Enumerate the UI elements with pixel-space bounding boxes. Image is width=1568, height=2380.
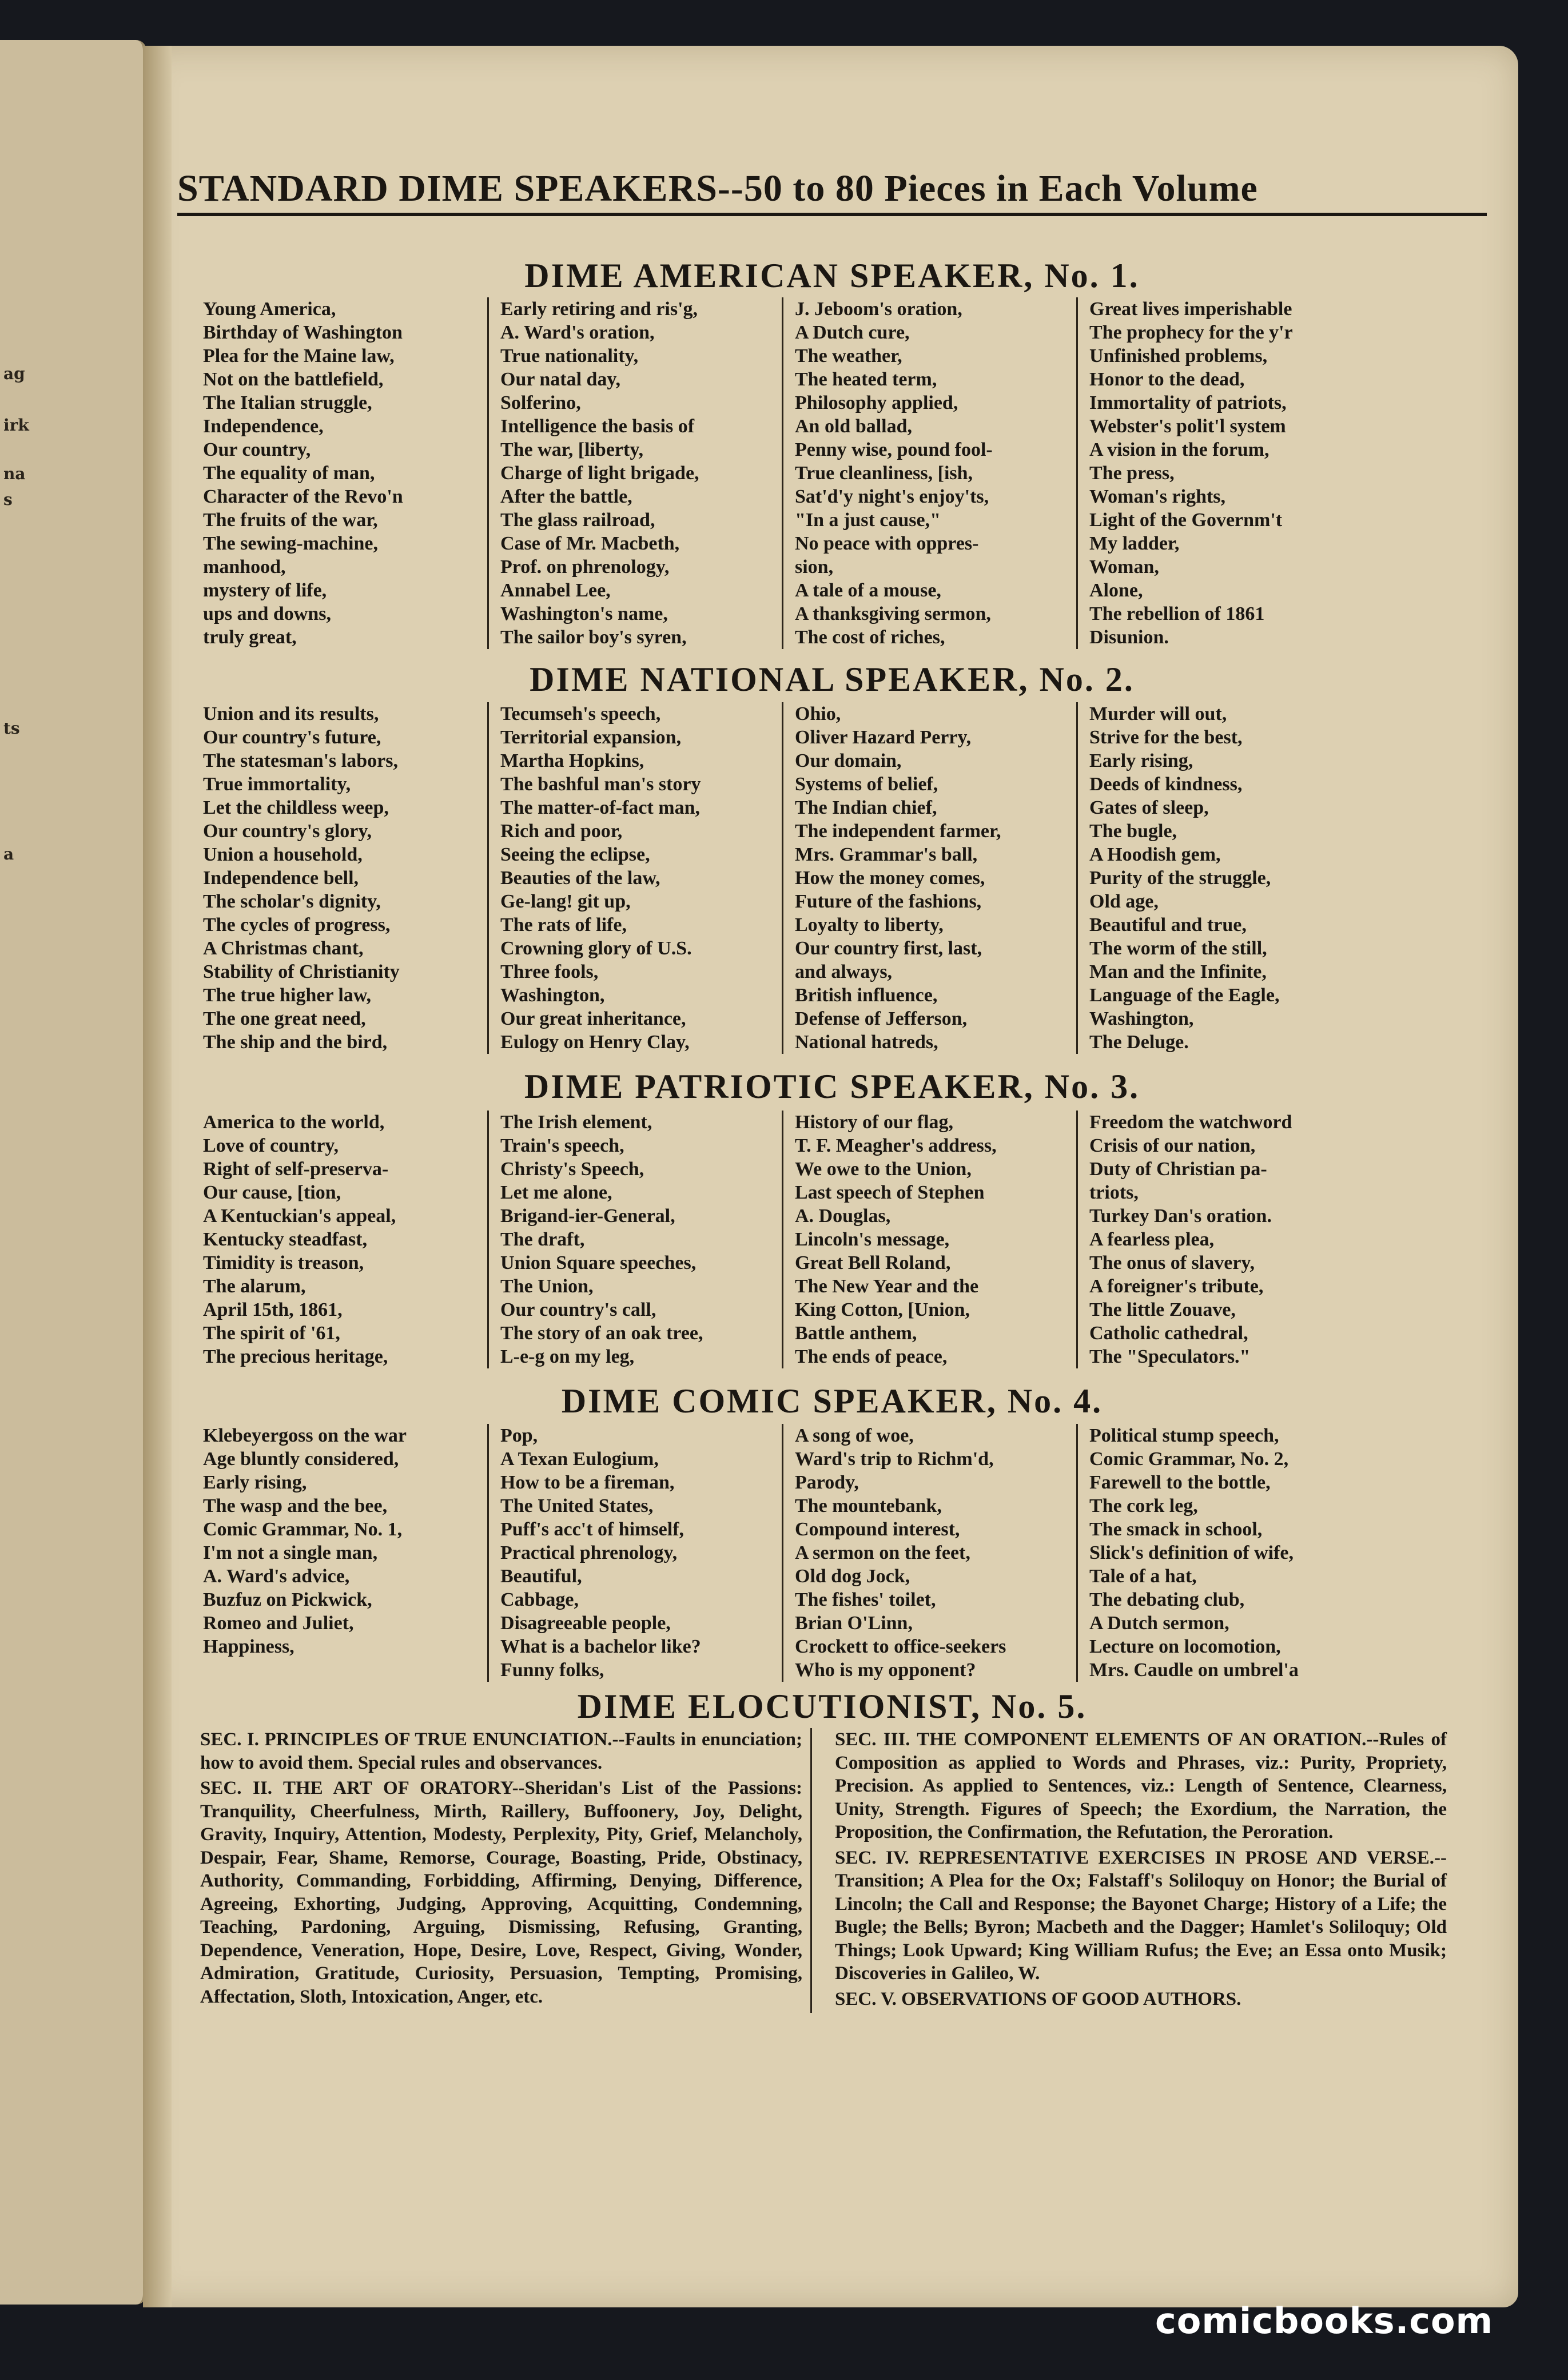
list-column: [795, 1424, 1078, 1682]
list-item: Rich and poor,: [500, 821, 623, 842]
list-item: The ends of peace,: [795, 1346, 948, 1367]
list-item: We owe to the Union,: [795, 1159, 972, 1180]
list-item: The spirit of '61,: [203, 1323, 340, 1344]
list-item: Our country,: [203, 439, 311, 460]
list-column: [203, 702, 489, 1054]
section-title-elocutionist: DIME ELOCUTIONIST, No. 5.: [577, 1688, 1087, 1725]
list-item: Our country's glory,: [203, 821, 372, 842]
contents-paragraph: SEC. I. PRINCIPLES OF TRUE ENUNCIATION.--Faults in enunciation; how to avoid them. Special rules and observances.: [200, 1729, 802, 1773]
list-column: [1089, 702, 1370, 1054]
list-item: Early retiring and ris'g,: [500, 299, 698, 320]
list-item: Early rising,: [1089, 750, 1193, 771]
list-item: Man and the Infinite,: [1089, 961, 1267, 982]
list-item: Happiness,: [203, 1636, 295, 1657]
list-item: Our domain,: [795, 750, 902, 771]
list-item: Farewell to the bottle,: [1089, 1472, 1271, 1493]
list-item: The prophecy for the y'r: [1089, 322, 1293, 343]
list-item: Stability of Christianity: [203, 961, 400, 982]
list-item: A song of woe,: [795, 1425, 914, 1446]
list-item: National hatreds,: [795, 1032, 938, 1053]
list-item: The one great need,: [203, 1008, 366, 1029]
list-item: Duty of Christian pa-: [1089, 1159, 1267, 1180]
list-item: Eulogy on Henry Clay,: [500, 1032, 690, 1053]
list-item: Sat'd'y night's enjoy'ts,: [795, 486, 989, 507]
list-item: A sermon on the feet,: [795, 1542, 970, 1563]
list-item: Independence,: [203, 416, 324, 437]
list-column: [203, 1424, 489, 1682]
list-item: Comic Grammar, No. 2,: [1089, 1448, 1289, 1470]
list-item: A thanksgiving sermon,: [795, 603, 991, 624]
running-head: STANDARD DIME SPEAKERS--50 to 80 Pieces in Each Volume: [177, 167, 1487, 216]
list-item: A. Ward's advice,: [203, 1566, 350, 1587]
list-item: Washington,: [1089, 1008, 1194, 1029]
section-title-patriotic-speaker: DIME PATRIOTIC SPEAKER, No. 3.: [524, 1068, 1140, 1105]
list-item: Comic Grammar, No. 1,: [203, 1519, 403, 1540]
list-item: Let the childless weep,: [203, 797, 389, 818]
list-item: The press,: [1089, 463, 1175, 484]
list-item: How the money comes,: [795, 867, 985, 889]
section-list-american-speaker: [203, 297, 1475, 649]
list-item: Webster's polit'l system: [1089, 416, 1286, 437]
list-item: A tale of a mouse,: [795, 580, 941, 601]
list-item: Birthday of Washington: [203, 322, 403, 343]
list-item: Last speech of Stephen: [795, 1182, 985, 1203]
section-title-american-speaker: DIME AMERICAN SPEAKER, No. 1.: [524, 257, 1140, 294]
list-item: Our country's call,: [500, 1299, 656, 1320]
list-item: Honor to the dead,: [1089, 369, 1245, 390]
contents-paragraph: SEC. IV. REPRESENTATIVE EXERCISES IN PROSE AND VERSE.--Transition; A Plea for the Ox; Falstaff's Soliloquy on Honor; the Burial of Lincoln; the Call and Response; the Bayonet Charge; History of a Life; the Bugle; the Bells; Byron; Macbeth and the Dagger; Hamlet's Soliloquy; Old Things; Look Upward; King William Rufus; the Eve; an Essa onto Musik; Discoveries in Galileo, W.: [835, 1847, 1447, 1984]
list-item: The ship and the bird,: [203, 1032, 388, 1053]
list-item: Prof. on phrenology,: [500, 556, 670, 578]
list-item: The scholar's dignity,: [203, 891, 381, 912]
list-item: True cleanliness, [ish,: [795, 463, 973, 484]
list-item: Plea for the Maine law,: [203, 345, 395, 367]
list-item: Funny folks,: [500, 1659, 604, 1681]
list-item: Klebeyergoss on the war: [203, 1425, 407, 1446]
list-item: The glass railroad,: [500, 510, 655, 531]
list-item: A Christmas chant,: [203, 938, 364, 959]
list-item: Disagreeable people,: [500, 1613, 671, 1634]
list-item: Slick's definition of wife,: [1089, 1542, 1294, 1563]
list-item: Catholic cathedral,: [1089, 1323, 1248, 1344]
list-item: Mrs. Grammar's ball,: [795, 844, 978, 865]
contents-column-right: [835, 1728, 1447, 2013]
list-item: Pop,: [500, 1425, 538, 1446]
list-item: The sewing-machine,: [203, 533, 378, 554]
list-item: Ward's trip to Richm'd,: [795, 1448, 994, 1470]
list-item: The bashful man's story: [500, 774, 701, 795]
list-item: manhood,: [203, 556, 286, 578]
list-item: Brian O'Linn,: [795, 1613, 913, 1634]
list-item: The little Zouave,: [1089, 1299, 1236, 1320]
list-item: Disunion.: [1089, 627, 1169, 648]
list-item: The statesman's labors,: [203, 750, 398, 771]
list-item: A Dutch sermon,: [1089, 1613, 1229, 1634]
list-item: The precious heritage,: [203, 1346, 388, 1367]
list-item: Oliver Hazard Perry,: [795, 727, 972, 748]
list-item: truly great,: [203, 627, 297, 648]
list-item: Our natal day,: [500, 369, 621, 390]
list-item: British influence,: [795, 985, 938, 1006]
list-column: [500, 702, 783, 1054]
section-title-comic-speaker: DIME COMIC SPEAKER, No. 4.: [561, 1382, 1103, 1420]
list-item: A. Douglas,: [795, 1205, 891, 1227]
list-item: The "Speculators.": [1089, 1346, 1251, 1367]
list-item: The cost of riches,: [795, 627, 945, 648]
list-item: Independence bell,: [203, 867, 359, 889]
list-item: Murder will out,: [1089, 703, 1227, 725]
list-item: Right of self-preserva-: [203, 1159, 389, 1180]
list-item: Territorial expansion,: [500, 727, 682, 748]
list-item: Let me alone,: [500, 1182, 612, 1203]
list-item: A. Ward's oration,: [500, 322, 655, 343]
list-column: [795, 297, 1078, 649]
list-column: [1089, 297, 1370, 649]
list-item: Woman's rights,: [1089, 486, 1226, 507]
list-item: My ladder,: [1089, 533, 1180, 554]
list-item: Early rising,: [203, 1472, 307, 1493]
list-item: mystery of life,: [203, 580, 327, 601]
list-item: J. Jeboom's oration,: [795, 299, 962, 320]
list-item: The mountebank,: [795, 1495, 942, 1517]
list-item: Age bluntly considered,: [203, 1448, 399, 1470]
list-item: Union Square speeches,: [500, 1252, 697, 1273]
list-item: A vision in the forum,: [1089, 439, 1269, 460]
contents-paragraph: SEC. II. THE ART OF ORATORY--Sheridan's List of the Passions: Tranquility, Cheerfulness, Mirth, Raillery, Buffoonery, Joy, Delight, Gravity, Inquiry, Attention, Modesty, Perplexity, Pity, Grief, Melancholy, Despair, Fear, Shame, Remorse, Courage, Boasting, Pride, Obstinacy, Authority, Commanding, Forbidding, Affirming, Denying, Difference, Agreeing, Exhorting, Judging, Approving, Acquitting, Condemning, Teaching, Pardoning, Arguing, Dismissing, Refusing, Granting, Dependence, Veneration, Hope, Desire, Love, Respect, Giving, Wonder, Admiration, Gratitude, Curiosity, Persuasion, Tempting, Promising, Affectation, Sloth, Intoxication, Anger, etc.: [200, 1778, 802, 2007]
list-item: Ge-lang! git up,: [500, 891, 631, 912]
list-item: King Cotton, [Union,: [795, 1299, 970, 1320]
list-item: Language of the Eagle,: [1089, 985, 1280, 1006]
list-item: Who is my opponent?: [795, 1659, 976, 1681]
list-item: "In a just cause,": [795, 510, 941, 531]
list-item: Systems of belief,: [795, 774, 938, 795]
list-column: [795, 1111, 1078, 1368]
section-list-patriotic-speaker: [203, 1111, 1475, 1368]
list-item: The onus of slavery,: [1089, 1252, 1255, 1273]
list-item: Political stump speech,: [1089, 1425, 1279, 1446]
list-item: Union a household,: [203, 844, 363, 865]
page-spine-shadow: [143, 46, 172, 2307]
list-item: A fearless plea,: [1089, 1229, 1215, 1250]
list-item: Washington,: [500, 985, 605, 1006]
list-item: Our country's future,: [203, 727, 381, 748]
list-item: Battle anthem,: [795, 1323, 917, 1344]
list-item: A Hoodish gem,: [1089, 844, 1221, 865]
list-column: [500, 297, 783, 649]
list-item: Beauties of the law,: [500, 867, 660, 889]
list-item: A foreigner's tribute,: [1089, 1276, 1264, 1297]
list-item: A Texan Eulogium,: [500, 1448, 659, 1470]
list-item: Old dog Jock,: [795, 1566, 910, 1587]
list-item: Crockett to office-seekers: [795, 1636, 1006, 1657]
list-item: Ohio,: [795, 703, 841, 725]
list-item: Compound interest,: [795, 1519, 960, 1540]
list-item: Gates of sleep,: [1089, 797, 1209, 818]
list-item: triots,: [1089, 1182, 1139, 1203]
section-list-comic-speaker: [203, 1424, 1475, 1682]
list-item: The rats of life,: [500, 914, 627, 936]
list-item: Practical phrenology,: [500, 1542, 678, 1563]
list-item: The draft,: [500, 1229, 585, 1250]
list-item: True immortality,: [203, 774, 351, 795]
contents-column-left: [200, 1728, 812, 2013]
contents-paragraph: SEC. V. OBSERVATIONS OF GOOD AUTHORS.: [835, 1988, 1241, 2009]
list-item: Tecumseh's speech,: [500, 703, 661, 725]
catalog-page: [143, 46, 1518, 2307]
list-item: After the battle,: [500, 486, 632, 507]
list-item: ups and downs,: [203, 603, 331, 624]
list-column: [203, 1111, 489, 1368]
list-item: Crowning glory of U.S.: [500, 938, 692, 959]
list-item: sion,: [795, 556, 834, 578]
list-item: The rebellion of 1861: [1089, 603, 1265, 624]
list-item: Solferino,: [500, 392, 581, 413]
list-item: Deeds of kindness,: [1089, 774, 1243, 795]
list-item: The fishes' toilet,: [795, 1589, 936, 1610]
list-item: True nationality,: [500, 345, 639, 367]
facing-page-edge: [0, 40, 146, 2305]
list-item: History of our flag,: [795, 1112, 954, 1133]
list-item: The sailor boy's syren,: [500, 627, 687, 648]
list-item: Three fools,: [500, 961, 599, 982]
elocutionist-contents: [200, 1728, 1470, 2013]
list-item: The Irish element,: [500, 1112, 652, 1133]
list-item: The cycles of progress,: [203, 914, 391, 936]
list-item: No peace with oppres-: [795, 533, 979, 554]
list-item: America to the world,: [203, 1112, 385, 1133]
list-item: Beautiful,: [500, 1566, 582, 1587]
list-item: Tale of a hat,: [1089, 1566, 1197, 1587]
list-item: Alone,: [1089, 580, 1143, 601]
list-item: Beautiful and true,: [1089, 914, 1247, 936]
list-item: The cork leg,: [1089, 1495, 1198, 1517]
list-item: Mrs. Caudle on umbrel'a: [1089, 1659, 1299, 1681]
list-item: Brigand-ier-General,: [500, 1205, 675, 1227]
list-item: Case of Mr. Macbeth,: [500, 533, 680, 554]
facing-page-fragment: ag: [3, 364, 25, 383]
list-column: [500, 1111, 783, 1368]
list-item: What is a bachelor like?: [500, 1636, 701, 1657]
list-item: Annabel Lee,: [500, 580, 611, 601]
list-item: The alarum,: [203, 1276, 306, 1297]
list-item: Unfinished problems,: [1089, 345, 1268, 367]
list-item: April 15th, 1861,: [203, 1299, 343, 1320]
list-item: Timidity is treason,: [203, 1252, 364, 1273]
list-item: Puff's acc't of himself,: [500, 1519, 684, 1540]
list-item: Light of the Governm't: [1089, 510, 1283, 531]
list-item: The Indian chief,: [795, 797, 937, 818]
facing-page-fragment: s: [3, 490, 13, 509]
list-item: The weather,: [795, 345, 902, 367]
contents-paragraph: SEC. III. THE COMPONENT ELEMENTS OF AN ORATION.--Rules of Composition as applied to Words and Phrases, viz.: Purity, Propriety, Precision. As applied to Sentences, viz.: Length of Sentence, Clearness, Unity, Strength. Figures of Speech; the Exordium, the Narration, the Proposition, the Confirmation, the Refutation, the Peroration.: [835, 1729, 1447, 1842]
list-item: Martha Hopkins,: [500, 750, 644, 771]
list-item: Charge of light brigade,: [500, 463, 699, 484]
list-item: Turkey Dan's oration.: [1089, 1205, 1272, 1227]
list-item: Great Bell Roland,: [795, 1252, 951, 1273]
list-item: Old age,: [1089, 891, 1159, 912]
watermark: comicbooks.com: [1155, 2300, 1494, 2342]
list-column: [203, 297, 489, 649]
section-list-national-speaker: [203, 702, 1475, 1054]
list-item: How to be a fireman,: [500, 1472, 675, 1493]
facing-page-fragment: na: [3, 464, 26, 483]
facing-page-fragment: ts: [3, 719, 20, 738]
list-item: Lecture on locomotion,: [1089, 1636, 1281, 1657]
list-item: The war, [liberty,: [500, 439, 643, 460]
list-item: The worm of the still,: [1089, 938, 1267, 959]
list-item: I'm not a single man,: [203, 1542, 378, 1563]
list-item: Future of the fashions,: [795, 891, 982, 912]
list-item: Love of country,: [203, 1135, 339, 1156]
list-item: Philosophy applied,: [795, 392, 958, 413]
list-item: Woman,: [1089, 556, 1159, 578]
list-item: Young America,: [203, 299, 336, 320]
list-item: Union and its results,: [203, 703, 379, 725]
list-item: Purity of the struggle,: [1089, 867, 1271, 889]
list-column: [1089, 1111, 1370, 1368]
list-item: The Deluge.: [1089, 1032, 1189, 1053]
list-item: The debating club,: [1089, 1589, 1245, 1610]
list-item: The matter-of-fact man,: [500, 797, 700, 818]
list-item: The independent farmer,: [795, 821, 1001, 842]
list-item: The true higher law,: [203, 985, 372, 1006]
list-item: The smack in school,: [1089, 1519, 1263, 1540]
list-item: T. F. Meagher's address,: [795, 1135, 997, 1156]
list-item: Not on the battlefield,: [203, 369, 384, 390]
list-item: Intelligence the basis of: [500, 416, 695, 437]
list-item: The wasp and the bee,: [203, 1495, 388, 1517]
facing-page-fragment: irk: [3, 416, 29, 435]
section-title-national-speaker: DIME NATIONAL SPEAKER, No. 2.: [530, 660, 1135, 698]
list-column: [1089, 1424, 1370, 1682]
list-item: Great lives imperishable: [1089, 299, 1292, 320]
list-item: and always,: [795, 961, 893, 982]
list-column: [795, 702, 1078, 1054]
list-item: Our cause, [tion,: [203, 1182, 341, 1203]
list-item: Our great inheritance,: [500, 1008, 686, 1029]
list-item: Lincoln's message,: [795, 1229, 950, 1250]
list-column: [500, 1424, 783, 1682]
list-item: Buzfuz on Pickwick,: [203, 1589, 372, 1610]
list-item: Loyalty to liberty,: [795, 914, 944, 936]
list-item: Strive for the best,: [1089, 727, 1243, 748]
list-item: Washington's name,: [500, 603, 668, 624]
list-item: Seeing the eclipse,: [500, 844, 650, 865]
list-item: Our country first, last,: [795, 938, 982, 959]
list-item: The New Year and the: [795, 1276, 979, 1297]
list-item: The fruits of the war,: [203, 510, 378, 531]
list-item: The story of an oak tree,: [500, 1323, 703, 1344]
list-item: The Union,: [500, 1276, 594, 1297]
list-item: Train's speech,: [500, 1135, 624, 1156]
list-item: The bugle,: [1089, 821, 1177, 842]
list-item: Immortality of patriots,: [1089, 392, 1287, 413]
list-item: An old ballad,: [795, 416, 913, 437]
list-item: Crisis of our nation,: [1089, 1135, 1256, 1156]
facing-page-fragment: a: [3, 845, 14, 863]
list-item: The heated term,: [795, 369, 937, 390]
list-item: A Kentuckian's appeal,: [203, 1205, 396, 1227]
list-item: Freedom the watchword: [1089, 1112, 1292, 1133]
list-item: The equality of man,: [203, 463, 375, 484]
list-item: L-e-g on my leg,: [500, 1346, 635, 1367]
list-item: Defense of Jefferson,: [795, 1008, 968, 1029]
list-item: Cabbage,: [500, 1589, 579, 1610]
list-item: The Italian struggle,: [203, 392, 372, 413]
list-item: Romeo and Juliet,: [203, 1613, 354, 1634]
list-item: Parody,: [795, 1472, 859, 1493]
list-item: Penny wise, pound fool-: [795, 439, 993, 460]
list-item: Christy's Speech,: [500, 1159, 644, 1180]
list-item: A Dutch cure,: [795, 322, 910, 343]
list-item: Kentucky steadfast,: [203, 1229, 368, 1250]
list-item: The United States,: [500, 1495, 654, 1517]
list-item: Character of the Revo'n: [203, 486, 403, 507]
